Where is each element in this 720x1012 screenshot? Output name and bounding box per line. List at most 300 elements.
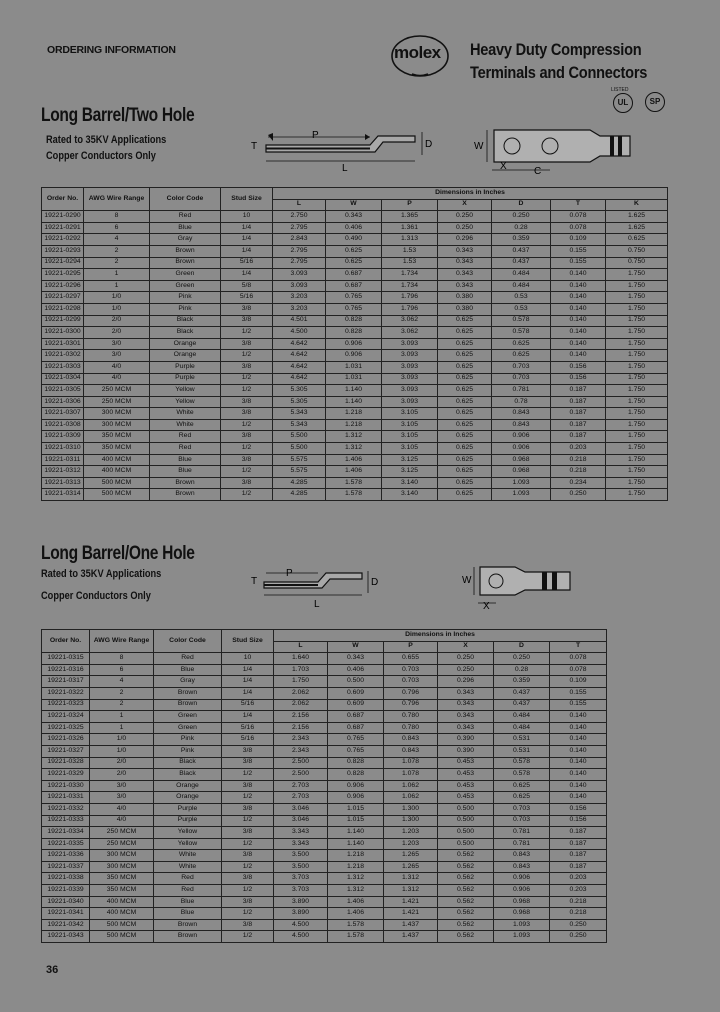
table-cell: 1.703 (274, 664, 328, 676)
section1-subtitle1: Rated to 35KV Applications (46, 134, 167, 146)
table-cell: 0.625 (438, 373, 492, 385)
table-cell: 2.795 (273, 257, 326, 269)
table-cell: 1/0 (84, 303, 150, 315)
table-cell: 19221-0315 (42, 653, 90, 665)
table-cell: 1.750 (606, 315, 668, 327)
table-cell: Yellow (150, 396, 221, 408)
dims2-header: Dimensions in Inches (274, 630, 607, 642)
table-cell: 4.500 (274, 919, 328, 931)
table-cell: 2.500 (274, 757, 328, 769)
table-cell: 0.156 (550, 815, 607, 827)
table-cell: 1/2 (222, 815, 274, 827)
table-cell: 1.750 (606, 477, 668, 489)
table-cell: 1.365 (382, 211, 438, 223)
two-hole-row (42, 466, 668, 478)
table-cell: 19221-0336 (42, 850, 90, 862)
dim2-x-label: X (483, 601, 490, 612)
table-cell: 0.843 (384, 745, 438, 757)
table-cell: 0.531 (494, 745, 550, 757)
table-cell: 1.53 (382, 245, 438, 257)
table-cell: 0.750 (606, 245, 668, 257)
table-cell: 19221-0307 (42, 408, 84, 420)
table-cell: 3.062 (382, 315, 438, 327)
table-cell: 1.312 (326, 431, 382, 443)
brand-name: molex (394, 43, 441, 62)
table-cell: 1.093 (494, 931, 550, 943)
table-cell: 1/0 (90, 745, 154, 757)
table-cell: 19221-0329 (42, 769, 90, 781)
table-cell: 0.343 (438, 269, 492, 281)
one-hole-row (42, 780, 607, 792)
table-cell: 5/8 (221, 280, 273, 292)
table-cell: 3.890 (274, 896, 328, 908)
table-cell: 0.625 (438, 408, 492, 420)
one-hole-spec-table (41, 629, 607, 943)
table-cell: 0.625 (492, 338, 551, 350)
table-cell: 1/4 (221, 245, 273, 257)
two-hole-row (42, 408, 668, 420)
table-cell: 500 MCM (90, 919, 154, 931)
ul-cert-icon: UL (613, 93, 633, 113)
table-cell: 3/8 (222, 745, 274, 757)
two-hole-row (42, 292, 668, 304)
table-cell: 1.300 (384, 815, 438, 827)
table-cell: 0.390 (438, 734, 494, 746)
table-cell: 5/16 (222, 722, 274, 734)
table-cell: 0.234 (551, 477, 606, 489)
table-cell: 4/0 (84, 361, 150, 373)
table-cell: 1.750 (606, 303, 668, 315)
table-cell: 0.078 (551, 211, 606, 223)
table-cell: 250 MCM (90, 827, 154, 839)
table-cell: 4.642 (273, 338, 326, 350)
table-cell: 0.203 (550, 885, 607, 897)
table-cell: Red (150, 443, 221, 455)
table-cell: 19221-0301 (42, 338, 84, 350)
table-cell: 0.906 (494, 885, 550, 897)
table-cell: 0.625 (326, 245, 382, 257)
table-cell: 0.343 (326, 211, 382, 223)
table-cell: 2/0 (90, 769, 154, 781)
table-cell: 0.156 (551, 373, 606, 385)
table-cell: 1.750 (606, 443, 668, 455)
table-cell: 500 MCM (84, 489, 150, 501)
table-cell: Purple (150, 361, 221, 373)
table-cell: Pink (154, 745, 222, 757)
table-cell: 1.625 (606, 211, 668, 223)
table-cell: 0.625 (438, 419, 492, 431)
table-cell: Red (150, 431, 221, 443)
one-hole-row (42, 769, 607, 781)
table-cell: 8 (90, 653, 154, 665)
col2-l: L (274, 641, 328, 653)
table-cell: 19221-0332 (42, 803, 90, 815)
table-cell: 0.625 (438, 477, 492, 489)
table-cell: 3.343 (274, 827, 328, 839)
table-cell: 0.390 (438, 745, 494, 757)
table-cell: 1.421 (384, 908, 438, 920)
table-cell: 3.140 (382, 489, 438, 501)
table-cell: 500 MCM (90, 931, 154, 943)
table-cell: 0.625 (438, 350, 492, 362)
one-hole-row (42, 745, 607, 757)
table-cell: 1/2 (221, 327, 273, 339)
table-cell: 5/16 (221, 292, 273, 304)
table-cell: 10 (221, 211, 273, 223)
table-cell: 0.406 (328, 664, 384, 676)
two-hole-row (42, 477, 668, 489)
one-hole-row (42, 931, 607, 943)
table-cell: 2.343 (274, 734, 328, 746)
table-cell: 1.734 (382, 269, 438, 281)
one-hole-row (42, 653, 607, 665)
table-cell: 3/8 (221, 396, 273, 408)
table-cell: 1 (84, 269, 150, 281)
table-cell: 1/2 (222, 769, 274, 781)
table-cell: 0.781 (494, 827, 550, 839)
table-cell: 3.093 (382, 385, 438, 397)
table-cell: 1.140 (326, 385, 382, 397)
table-cell: 1.578 (326, 489, 382, 501)
section1-title: Long Barrel/Two Hole (41, 105, 195, 126)
table-cell: 3.046 (274, 803, 328, 815)
table-cell: Gray (150, 234, 221, 246)
table-cell: 3/8 (221, 303, 273, 315)
table-cell: 1.406 (328, 896, 384, 908)
table-cell: 0.343 (438, 711, 494, 723)
table-cell: 19221-0304 (42, 373, 84, 385)
table-cell: 1.734 (382, 280, 438, 292)
col-order-no: Order No. (42, 188, 84, 211)
table-cell: 1.421 (384, 896, 438, 908)
table-cell: 400 MCM (90, 896, 154, 908)
table-cell: 1/4 (221, 222, 273, 234)
table-cell: 19221-0326 (42, 734, 90, 746)
table-cell: 0.703 (384, 664, 438, 676)
table-cell: 19221-0334 (42, 827, 90, 839)
table-cell: 0.625 (438, 385, 492, 397)
one-hole-row (42, 664, 607, 676)
table-cell: 0.250 (438, 222, 492, 234)
table-cell: Brown (150, 245, 221, 257)
table-cell: 3.093 (273, 269, 326, 281)
table-cell: 0.078 (551, 222, 606, 234)
table-cell: 5.575 (273, 466, 326, 478)
table-cell: 0.155 (551, 245, 606, 257)
one-hole-row (42, 734, 607, 746)
table-cell: 1/4 (221, 269, 273, 281)
table-cell: 0.380 (438, 292, 492, 304)
table-cell: Black (154, 757, 222, 769)
table-cell: 0.703 (384, 676, 438, 688)
table-cell: 5.305 (273, 396, 326, 408)
one-hole-row (42, 838, 607, 850)
csa-cert-icon: SP (645, 92, 665, 112)
table-cell: 2.795 (273, 222, 326, 234)
table-cell: 0.796 (384, 699, 438, 711)
table-cell: 0.187 (550, 861, 607, 873)
table-cell: 0.28 (494, 664, 550, 676)
table-cell: 3/8 (222, 850, 274, 862)
table-cell: 1.750 (606, 431, 668, 443)
table-cell: 1.062 (384, 780, 438, 792)
table-cell: Orange (154, 792, 222, 804)
table-cell: 3.093 (382, 338, 438, 350)
table-cell: Blue (150, 466, 221, 478)
section2-title: Long Barrel/One Hole (41, 543, 195, 564)
table-cell: 0.687 (326, 280, 382, 292)
table-cell: Brown (154, 919, 222, 931)
table-cell: 1.218 (328, 861, 384, 873)
table-cell: 0.562 (438, 850, 494, 862)
table-cell: 0.828 (328, 757, 384, 769)
table-cell: Green (150, 269, 221, 281)
table-cell: 19221-0340 (42, 896, 90, 908)
table-cell: Red (150, 211, 221, 223)
table-cell: 1.750 (606, 408, 668, 420)
table-cell: Brown (150, 489, 221, 501)
table-cell: 3/8 (222, 827, 274, 839)
table-cell: 0.140 (550, 711, 607, 723)
table-cell: 1.750 (606, 396, 668, 408)
table-cell: White (154, 861, 222, 873)
table-cell: 1.015 (328, 803, 384, 815)
table-cell: 0.843 (494, 850, 550, 862)
table-cell: 5/16 (222, 734, 274, 746)
table-cell: 1.062 (384, 792, 438, 804)
table-cell: Blue (154, 664, 222, 676)
table-cell: 0.203 (551, 443, 606, 455)
table-cell: 1.140 (328, 827, 384, 839)
table-cell: 1.031 (326, 373, 382, 385)
two-hole-row (42, 489, 668, 501)
table-cell: Green (154, 722, 222, 734)
table-cell: 19221-0314 (42, 489, 84, 501)
table-cell: 0.296 (438, 234, 492, 246)
table-cell: 0.906 (494, 873, 550, 885)
table-cell: 19221-0328 (42, 757, 90, 769)
table-cell: 3.890 (274, 908, 328, 920)
col2-d: D (494, 641, 550, 653)
table-cell: 1.53 (382, 257, 438, 269)
table-cell: 0.250 (550, 919, 607, 931)
table-cell: 0.828 (328, 769, 384, 781)
one-hole-row (42, 908, 607, 920)
col2-w: W (328, 641, 384, 653)
table-cell: 0.687 (326, 269, 382, 281)
table-cell: 3.125 (382, 466, 438, 478)
table-cell: 4/0 (84, 373, 150, 385)
table-cell: 3/8 (222, 757, 274, 769)
table-cell: 1.031 (326, 361, 382, 373)
dim-w-label: W (474, 141, 484, 152)
table-cell: 0.609 (328, 687, 384, 699)
table-cell: 0.343 (438, 257, 492, 269)
two-hole-row (42, 454, 668, 466)
table-cell: Yellow (150, 385, 221, 397)
table-cell: 0.187 (551, 396, 606, 408)
table-cell: 0.53 (492, 303, 551, 315)
table-cell: 0.500 (328, 676, 384, 688)
col2-t: T (550, 641, 607, 653)
table-cell: 0.562 (438, 908, 494, 920)
table-cell: 3.093 (382, 350, 438, 362)
table-cell: 0.906 (492, 431, 551, 443)
table-cell: 0.140 (550, 780, 607, 792)
one-hole-row (42, 827, 607, 839)
table-cell: 350 MCM (84, 431, 150, 443)
table-cell: 0.453 (438, 757, 494, 769)
table-cell: 1.300 (384, 803, 438, 815)
table-cell: 3.500 (274, 861, 328, 873)
page-title-line1: Heavy Duty Compression (470, 40, 642, 59)
table-cell: 5.343 (273, 408, 326, 420)
table-cell: 3/8 (222, 919, 274, 931)
two-hole-row (42, 396, 668, 408)
table-cell: 400 MCM (84, 454, 150, 466)
table-cell: 0.625 (438, 466, 492, 478)
one-hole-row (42, 861, 607, 873)
table-cell: Blue (150, 454, 221, 466)
table-cell: 5/16 (221, 257, 273, 269)
table-cell: 0.703 (492, 373, 551, 385)
dim2-w-label: W (462, 575, 472, 586)
table-cell: 19221-0323 (42, 699, 90, 711)
one-hole-row (42, 676, 607, 688)
section-label: ORDERING INFORMATION (47, 44, 176, 56)
table-cell: 3.203 (273, 292, 326, 304)
one-hole-top-diagram (460, 561, 580, 613)
table-cell: White (154, 850, 222, 862)
table-cell: 0.140 (551, 338, 606, 350)
table-cell: Red (154, 653, 222, 665)
table-cell: 1.312 (326, 443, 382, 455)
table-cell: 0.250 (438, 653, 494, 665)
two-hole-row (42, 338, 668, 350)
table-cell: 19221-0341 (42, 908, 90, 920)
table-cell: 19221-0316 (42, 664, 90, 676)
col-t: T (551, 199, 606, 211)
table-cell: Red (154, 885, 222, 897)
table-cell: 3.046 (274, 815, 328, 827)
table-cell: 3/0 (84, 350, 150, 362)
one-hole-row (42, 722, 607, 734)
table-cell: 0.140 (550, 745, 607, 757)
table-cell: 1.625 (606, 222, 668, 234)
table-cell: 0.078 (550, 653, 607, 665)
table-cell: 3/8 (221, 477, 273, 489)
table-cell: 0.562 (438, 861, 494, 873)
table-cell: 250 MCM (84, 385, 150, 397)
table-cell: 19221-0290 (42, 211, 84, 223)
col-k: K (606, 199, 668, 211)
table-cell: 0.140 (550, 722, 607, 734)
table-cell: 3.093 (382, 361, 438, 373)
table-cell: 1/2 (221, 466, 273, 478)
table-cell: 0.765 (328, 734, 384, 746)
table-cell: 1.093 (494, 919, 550, 931)
two-hole-row (42, 350, 668, 362)
table-cell: 0.625 (438, 315, 492, 327)
hole-2-icon (542, 138, 558, 154)
one-hole-row (42, 919, 607, 931)
table-cell: Purple (154, 803, 222, 815)
table-cell: Black (154, 769, 222, 781)
table-cell: 3.105 (382, 408, 438, 420)
table-cell: 0.453 (438, 792, 494, 804)
col-stud-size: Stud Size (221, 188, 273, 211)
table-cell: 0.968 (492, 466, 551, 478)
table-cell: 1.218 (328, 850, 384, 862)
table-cell: 350 MCM (90, 885, 154, 897)
table-cell: 1/4 (222, 711, 274, 723)
table-cell: 3.105 (382, 419, 438, 431)
table-cell: 0.380 (438, 303, 492, 315)
table-cell: 1.750 (274, 676, 328, 688)
table-cell: 1/2 (222, 908, 274, 920)
table-cell: Orange (154, 780, 222, 792)
table-cell: 19221-0322 (42, 687, 90, 699)
table-cell: 0.437 (492, 245, 551, 257)
table-cell: 2.062 (274, 687, 328, 699)
col2-awg-range: AWG Wire Range (90, 630, 154, 653)
table-cell: 0.484 (494, 711, 550, 723)
table-cell: 4.285 (273, 477, 326, 489)
table-cell: 0.437 (494, 699, 550, 711)
table-cell: 1.796 (382, 292, 438, 304)
dim-l-label: L (342, 163, 348, 174)
one-hole-row (42, 757, 607, 769)
col2-p: P (384, 641, 438, 653)
table-cell: 0.843 (384, 734, 438, 746)
table-cell: 0.531 (494, 734, 550, 746)
table-cell: 0.765 (326, 292, 382, 304)
table-cell: 0.109 (551, 234, 606, 246)
table-cell: 0.250 (494, 653, 550, 665)
molex-logo (390, 34, 450, 78)
col-d: D (492, 199, 551, 211)
table-cell: 1.437 (384, 919, 438, 931)
table-cell: 0.140 (550, 734, 607, 746)
table-cell: 1 (84, 280, 150, 292)
table-cell: 19221-0327 (42, 745, 90, 757)
table-cell: 1.437 (384, 931, 438, 943)
table-cell: 1.406 (326, 466, 382, 478)
table-cell: 0.625 (606, 234, 668, 246)
table-cell: 0.187 (551, 408, 606, 420)
section2-subtitle1: Rated to 35KV Applications (41, 568, 162, 580)
one-hole-profile-diagram (250, 563, 390, 615)
table-cell: 0.625 (494, 792, 550, 804)
table-cell: 0.250 (492, 211, 551, 223)
table-cell: 2.156 (274, 711, 328, 723)
table-cell: 19221-0325 (42, 722, 90, 734)
table-cell: 0.53 (492, 292, 551, 304)
table-cell: 1.265 (384, 861, 438, 873)
table-cell: 300 MCM (84, 419, 150, 431)
table-cell: 1.312 (384, 873, 438, 885)
table-cell: 19221-0324 (42, 711, 90, 723)
table-cell: 0.359 (492, 234, 551, 246)
table-cell: 1/2 (222, 885, 274, 897)
two-hole-row (42, 431, 668, 443)
table-cell: Purple (154, 815, 222, 827)
table-cell: 0.780 (384, 722, 438, 734)
table-cell: 0.578 (494, 769, 550, 781)
hole-icon (489, 574, 503, 588)
table-cell: 0.343 (438, 245, 492, 257)
table-cell: 300 MCM (90, 861, 154, 873)
